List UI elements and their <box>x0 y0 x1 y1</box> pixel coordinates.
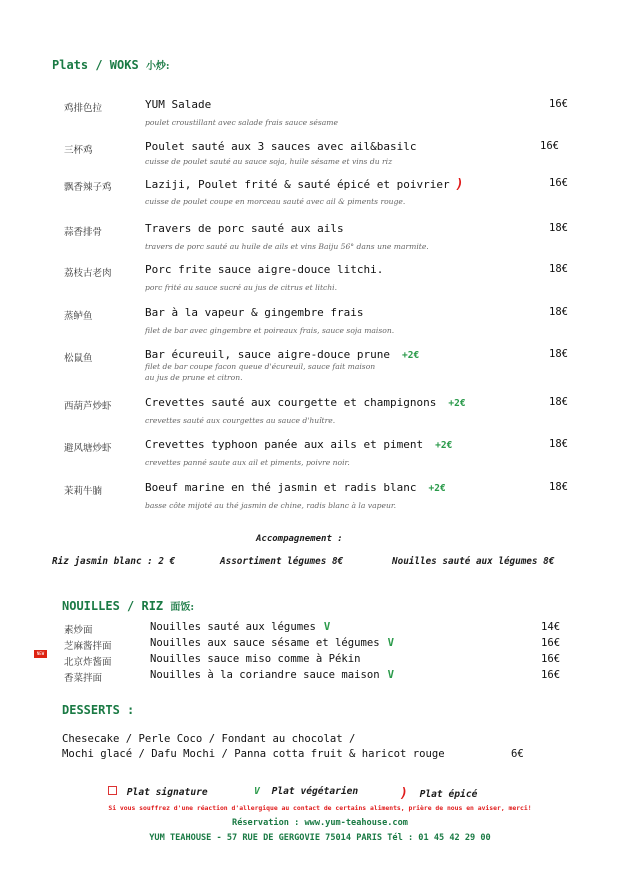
plat-price: 16€ <box>549 177 568 189</box>
chili-icon: ) <box>400 786 408 801</box>
plat-description: filet de bar coupe facon queue d'écureuil, sauce fait maison <box>145 362 376 371</box>
plat-price: 18€ <box>549 396 568 408</box>
accompagnement-item-riz: Riz jasmin blanc : 2 € <box>52 556 176 567</box>
plat-name <box>145 348 419 361</box>
nouilles-title-cn: 面饭: <box>170 602 195 613</box>
nouille-cn-name: 芝麻酱拌面 <box>64 641 112 652</box>
desserts-section-title: DESSERTS : <box>62 703 135 717</box>
plat-name <box>145 481 446 494</box>
plat-cn-name: 茉莉牛腩 <box>64 486 103 497</box>
plat-cn-name: 西葫芦炒虾 <box>64 401 112 412</box>
new-badge <box>34 640 47 659</box>
plat-name-text: Travers de porc sauté aux ails <box>145 222 344 235</box>
plat-description: cuisse de poulet sauté au sauce soja, huile sésame et vins du riz <box>145 157 393 166</box>
desserts-price: 6€ <box>511 748 524 760</box>
legend-signature-text: Plat signature <box>126 787 208 798</box>
nouille-name <box>150 669 394 681</box>
plat-cn-name: 三杯鸡 <box>64 145 93 156</box>
plat-cn-name: 飘香辣子鸡 <box>64 182 112 193</box>
vegetarian-icon: V <box>323 621 331 633</box>
plat-cn-name: 鸡排色拉 <box>64 103 103 114</box>
plat-price: 16€ <box>540 140 559 152</box>
plat-description: basse côte mijoté au thé jasmin de chine, radis blanc à la vapeur. <box>145 501 397 510</box>
plat-cn-name: 松鼠鱼 <box>64 353 93 364</box>
plat-name-text: Laziji, Poulet frité & sauté épicé et poivrier <box>145 178 450 191</box>
reservation-line: Réservation : www.yum-teahouse.com <box>232 818 408 828</box>
plat-description: filet de bar avec gingembre et poireaux frais, sauce soja maison. <box>145 326 395 335</box>
desserts-line-2: Mochi glacé / Dafu Mochi / Panna cotta fruit & haricot rouge <box>62 748 445 760</box>
allergy-warning: Si vous souffrez d'une réaction d'allergique au contact de certains aliments, prière de nous en aviser, merci! <box>108 804 532 812</box>
plat-name-text: Poulet sauté aux 3 sauces avec ail&basilc <box>145 140 417 153</box>
plat-cn-name: 蒜香排骨 <box>64 227 103 238</box>
nouille-name <box>150 637 394 649</box>
legend-signature <box>108 786 208 798</box>
vegetarian-icon: V <box>387 637 394 649</box>
nouille-name <box>150 621 330 633</box>
accompagnement-item-legumes: Assortiment légumes 8€ <box>220 556 344 567</box>
legend-vegetarien <box>254 786 358 797</box>
plat-description: travers de porc sauté au huile de ails et vins Baiju 56° dans une marmite. <box>145 242 429 251</box>
nouilles-title-text: NOUILLES / RIZ <box>62 599 164 613</box>
desserts-line-1: Chesecake / Perle Coco / Fondant au chocolat / <box>62 733 356 745</box>
plat-name <box>145 177 463 192</box>
plat-description: crevettes sauté aux courgettes au sauce d'huître. <box>145 416 336 425</box>
plat-name <box>145 396 466 409</box>
plats-section-title <box>52 57 170 72</box>
plat-name-text: Bar à la vapeur & gingembre frais <box>145 306 364 319</box>
plats-title-cn: 小炒: <box>145 61 170 72</box>
nouille-name-text: Nouilles aux sauce sésame et légumes <box>150 637 380 649</box>
plat-name <box>145 263 383 276</box>
nouille-cn-name: 北京炸酱面 <box>64 657 112 668</box>
plat-price: 18€ <box>549 263 568 275</box>
plat-price: 18€ <box>549 348 568 360</box>
plat-name <box>145 140 417 153</box>
nouille-name-text: Nouilles sauce miso comme à Pékin <box>150 653 361 665</box>
legend-vegetarien-text: Plat végétarien <box>271 786 359 797</box>
plat-cn-name: 蒸鲈鱼 <box>64 311 93 322</box>
supplement-badge: +2€ <box>428 483 446 494</box>
nouille-price: 16€ <box>541 669 561 681</box>
nouille-price: 16€ <box>541 653 561 665</box>
nouille-name-text: Nouilles à la coriandre sauce maison <box>150 669 380 681</box>
plat-name-text: YUM Salade <box>145 98 212 111</box>
chili-icon: ) <box>455 177 464 192</box>
plat-cn-name: 荔枝古老肉 <box>64 268 112 279</box>
plat-name-text: Porc frite sauce aigre-douce litchi. <box>145 263 384 276</box>
plat-price: 18€ <box>549 306 568 318</box>
plat-name <box>145 438 452 451</box>
plat-name-text: Bar écureuil, sauce aigre-douce prune <box>145 348 391 361</box>
signature-icon <box>108 786 117 795</box>
nouille-cn-name: 香菜拌面 <box>64 673 103 684</box>
accompagnement-item-nouilles: Nouilles sauté aux légumes 8€ <box>392 556 555 567</box>
plat-price: 18€ <box>549 222 568 234</box>
plat-cn-name: 避风塘炒虾 <box>64 443 112 454</box>
plat-description-2: au jus de prune et citron. <box>145 373 243 382</box>
supplement-badge: +2€ <box>435 440 453 451</box>
accompagnement-title: Accompagnement : <box>256 534 343 544</box>
plat-description: crevettes panné saute aux ail et piments, poivre noir. <box>145 458 350 467</box>
nouille-price: 16€ <box>541 637 561 649</box>
address-line: YUM TEAHOUSE - 57 RUE DE GERGOVIE 75014 PARIS Tél : 01 45 42 29 00 <box>149 833 491 843</box>
plat-name <box>145 306 364 319</box>
plat-price: 16€ <box>549 98 568 110</box>
nouille-name-text: Nouilles sauté aux légumes <box>150 621 316 633</box>
plat-description: cuisse de poulet coupe en morceau sauté avec ail & piments rouge. <box>145 197 406 206</box>
new-badge-text: NEW <box>34 650 47 658</box>
legend-epice <box>400 786 477 801</box>
plats-title-text: Plats / WOKS <box>52 58 139 72</box>
plat-description: poulet croustillant avec salade frais sauce sésame <box>145 118 338 127</box>
nouille-name <box>150 653 360 665</box>
supplement-badge: +2€ <box>448 398 466 409</box>
plat-name <box>145 98 211 111</box>
nouille-cn-name: 素炒面 <box>64 625 93 636</box>
plat-name-text: Boeuf marine en thé jasmin et radis blanc <box>145 481 417 494</box>
vegetarian-icon: V <box>387 669 394 681</box>
supplement-badge: +2€ <box>402 350 420 361</box>
vegetarian-icon: V <box>254 786 260 797</box>
plat-description: porc frité au sauce sucré au jus de citrus et litchi. <box>145 283 338 292</box>
plat-name-text: Crevettes typhoon panée aux ails et piment <box>145 438 424 451</box>
plat-price: 18€ <box>549 481 568 493</box>
plat-price: 18€ <box>549 438 568 450</box>
nouille-price: 14€ <box>541 621 561 633</box>
plat-name <box>145 222 344 235</box>
nouilles-section-title <box>62 598 194 613</box>
plat-name-text: Crevettes sauté aux courgette et champignons <box>145 396 437 409</box>
legend-epice-text: Plat épicé <box>419 789 478 800</box>
